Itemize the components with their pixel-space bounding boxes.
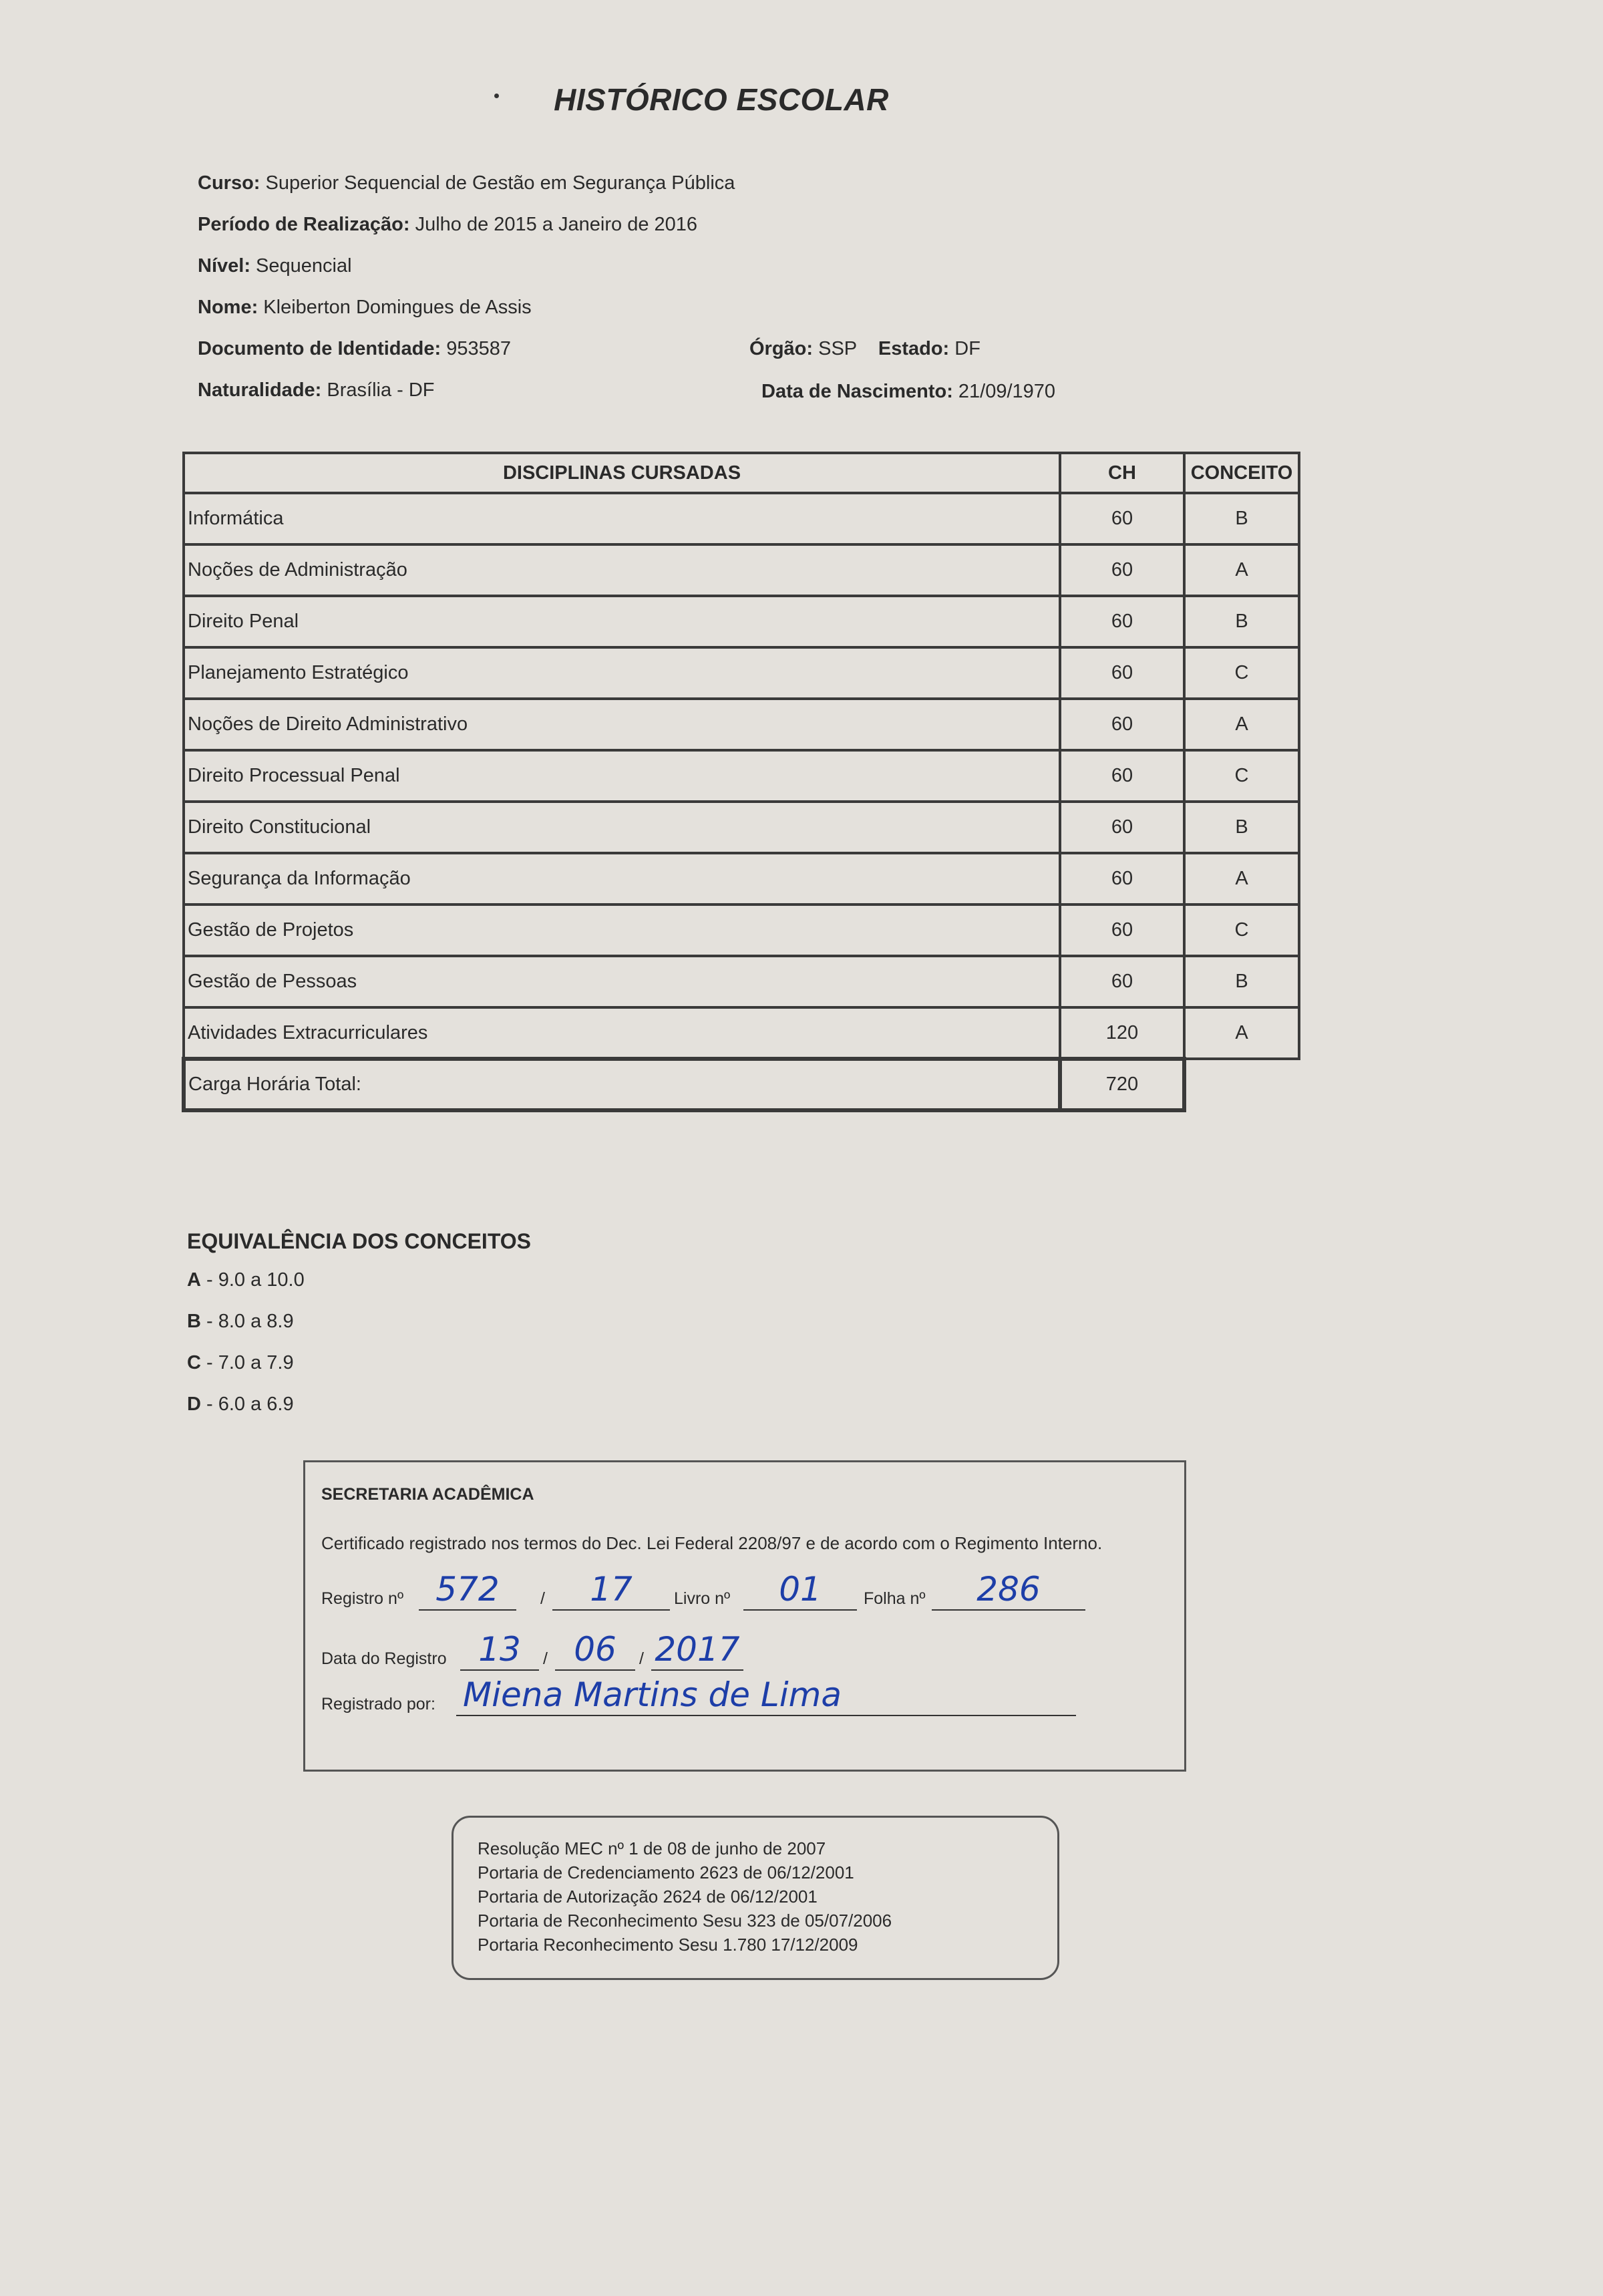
disciplinas-table <box>182 452 1300 1112</box>
disciplina-name: Noções de Administração <box>184 544 1060 596</box>
disciplina-conceito: C <box>1184 905 1299 956</box>
total-label: Carga Horária Total: <box>184 1059 1060 1110</box>
disciplina-ch: 60 <box>1060 802 1184 853</box>
curso-label: Curso: <box>198 172 260 194</box>
slash-separator: / <box>639 1649 644 1668</box>
resolucao-line: Resolução MEC nº 1 de 08 de junho de 2007 <box>478 1838 826 1858</box>
data-mes-handwritten: 06 <box>555 1629 635 1671</box>
disciplina-name: Noções de Direito Administrativo <box>184 699 1060 750</box>
resolucao-line: Portaria de Reconhecimento Sesu 323 de 05/07/2006 <box>478 1911 892 1931</box>
equivalencia-range: 9.0 a 10.0 <box>218 1269 305 1291</box>
nascimento-label: Data de Nascimento: <box>761 381 953 402</box>
equivalencia-grade: B <box>187 1311 201 1332</box>
resolucoes-box <box>452 1816 1059 1980</box>
disciplina-name: Gestão de Projetos <box>184 905 1060 956</box>
nascimento-line <box>761 381 1055 403</box>
registrado-por-handwritten: Miena Martins de Lima <box>456 1675 1076 1716</box>
slash-separator: / <box>540 1589 545 1608</box>
header-ch: CH <box>1060 453 1184 493</box>
data-dia-handwritten: 13 <box>460 1629 539 1671</box>
curso-value: Superior Sequencial de Gestão em Segurança Pública <box>265 172 735 194</box>
equivalencia-grade: C <box>187 1352 201 1373</box>
table-header-row <box>184 453 1299 493</box>
table-row <box>184 1007 1299 1059</box>
secretaria-text: Certificado registrado nos termos do Dec. Lei Federal 2208/97 e de acordo com o Regimento Interno. <box>321 1533 1103 1553</box>
table-row <box>184 750 1299 802</box>
table-row <box>184 544 1299 596</box>
equivalencia-range: 8.0 a 8.9 <box>218 1311 294 1332</box>
disciplina-name: Atividades Extracurriculares <box>184 1007 1060 1059</box>
disciplina-conceito: B <box>1184 956 1299 1007</box>
disciplina-conceito: B <box>1184 596 1299 647</box>
equivalencia-range: 6.0 a 6.9 <box>218 1393 294 1415</box>
periodo-line <box>198 214 697 236</box>
disciplina-ch: 120 <box>1060 1007 1184 1059</box>
disciplina-name: Gestão de Pessoas <box>184 956 1060 1007</box>
livro-handwritten: 01 <box>743 1569 857 1611</box>
disciplina-name: Direito Processual Penal <box>184 750 1060 802</box>
registrado-por-label: Registrado por: <box>321 1695 435 1713</box>
naturalidade-value: Brasília - DF <box>327 379 435 401</box>
table-row <box>184 647 1299 699</box>
disciplina-conceito: B <box>1184 802 1299 853</box>
equivalencia-item: A - 9.0 a 10.0 <box>187 1269 305 1291</box>
table-row <box>184 699 1299 750</box>
documento-value: 953587 <box>446 338 511 359</box>
header-disciplinas: DISCIPLINAS CURSADAS <box>184 453 1060 493</box>
table-row <box>184 802 1299 853</box>
disciplina-name: Direito Penal <box>184 596 1060 647</box>
periodo-label: Período de Realização: <box>198 214 410 235</box>
disciplina-name: Direito Constitucional <box>184 802 1060 853</box>
equivalencia-range: 7.0 a 7.9 <box>218 1352 294 1373</box>
table-row <box>184 596 1299 647</box>
table-row <box>184 905 1299 956</box>
orgao-label: Órgão: <box>749 338 814 359</box>
disciplina-ch: 60 <box>1060 647 1184 699</box>
disciplina-name: Segurança da Informação <box>184 853 1060 905</box>
nome-value: Kleiberton Domingues de Assis <box>263 297 532 318</box>
equivalencia-grade: D <box>187 1393 201 1415</box>
header-conceito: CONCEITO <box>1184 453 1299 493</box>
naturalidade-line <box>198 379 435 401</box>
disciplina-ch: 60 <box>1060 493 1184 544</box>
resolucao-line: Portaria de Autorização 2624 de 06/12/2001 <box>478 1887 818 1907</box>
nome-line <box>198 297 532 319</box>
resolucao-line: Portaria de Credenciamento 2623 de 06/12/2001 <box>478 1862 854 1882</box>
disciplina-ch: 60 <box>1060 750 1184 802</box>
secretaria-box <box>303 1460 1186 1772</box>
equivalencia-item: C - 7.0 a 7.9 <box>187 1352 294 1373</box>
disciplina-name: Planejamento Estratégico <box>184 647 1060 699</box>
disciplina-ch: 60 <box>1060 853 1184 905</box>
total-ch: 720 <box>1060 1059 1184 1110</box>
disciplina-ch: 60 <box>1060 544 1184 596</box>
equivalencia-grade: A <box>187 1269 201 1291</box>
naturalidade-label: Naturalidade: <box>198 379 322 401</box>
orgao-value: SSP <box>818 338 857 359</box>
disciplina-conceito: B <box>1184 493 1299 544</box>
estado-label: Estado: <box>878 338 950 359</box>
equivalencia-title: EQUIVALÊNCIA DOS CONCEITOS <box>187 1229 532 1253</box>
table-row <box>184 493 1299 544</box>
curso-line <box>198 172 735 194</box>
disciplina-conceito: A <box>1184 1007 1299 1059</box>
documento-label: Documento de Identidade: <box>198 338 441 359</box>
disciplina-name: Informática <box>184 493 1060 544</box>
data-registro-label: Data do Registro <box>321 1649 447 1668</box>
periodo-value: Julho de 2015 a Janeiro de 2016 <box>415 214 698 235</box>
estado-value: DF <box>954 338 981 359</box>
folha-label: Folha nº <box>864 1589 926 1608</box>
disciplina-conceito: A <box>1184 853 1299 905</box>
nome-label: Nome: <box>198 297 258 318</box>
nivel-label: Nível: <box>198 255 250 277</box>
equivalencia-item: D - 6.0 a 6.9 <box>187 1393 294 1415</box>
table-row <box>184 853 1299 905</box>
registro-label: Registro nº <box>321 1589 404 1608</box>
total-row <box>184 1059 1299 1110</box>
secretaria-title: SECRETARIA ACADÊMICA <box>321 1485 534 1504</box>
disciplina-ch: 60 <box>1060 956 1184 1007</box>
folha-handwritten: 286 <box>932 1569 1085 1611</box>
registro-num-handwritten: 572 <box>419 1569 516 1611</box>
resolucao-line: Portaria Reconhecimento Sesu 1.780 17/12/2009 <box>478 1935 858 1955</box>
nivel-value: Sequencial <box>256 255 352 277</box>
equivalencia-item: B - 8.0 a 8.9 <box>187 1311 294 1332</box>
disciplina-ch: 60 <box>1060 596 1184 647</box>
table-row <box>184 956 1299 1007</box>
disciplina-conceito: A <box>1184 699 1299 750</box>
registro-ano-handwritten: 17 <box>552 1569 670 1611</box>
documento-line <box>198 338 511 360</box>
disciplina-conceito: C <box>1184 750 1299 802</box>
page-title: HISTÓRICO ESCOLAR <box>554 82 889 117</box>
nascimento-value: 21/09/1970 <box>958 381 1056 402</box>
livro-label: Livro nº <box>674 1589 731 1608</box>
disciplina-ch: 60 <box>1060 905 1184 956</box>
disciplina-ch: 60 <box>1060 699 1184 750</box>
disciplina-conceito: A <box>1184 544 1299 596</box>
slash-separator: / <box>543 1649 548 1668</box>
disciplina-conceito: C <box>1184 647 1299 699</box>
total-blank-cell <box>1184 1059 1299 1110</box>
nivel-line <box>198 255 352 277</box>
data-ano-handwritten: 2017 <box>651 1629 743 1671</box>
orgao-line <box>749 338 981 360</box>
